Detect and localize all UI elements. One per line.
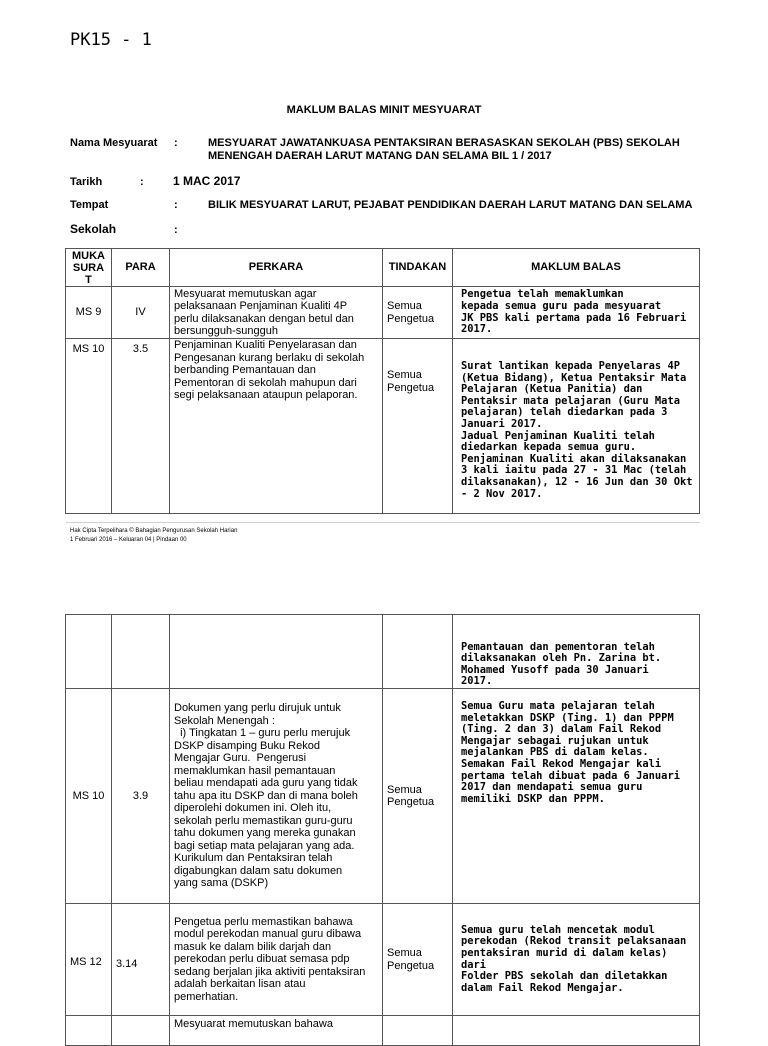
tempat-value: BILIK MESYUARAT LARUT, PEJABAT PENDIDIKAN DAERAH LARUT MATANG DAN SELAMA <box>208 199 693 211</box>
header-muka-surat: MUKA SURA T <box>66 249 112 287</box>
table-row <box>66 904 700 1016</box>
document-title: MAKLUM BALAS MINIT MESYUARAT <box>286 104 482 116</box>
maklum-balas-line: Pengetua telah memaklumkan <box>461 288 624 301</box>
minutes-table-page-1 <box>65 248 700 514</box>
tindakan-cell <box>383 904 453 1016</box>
footer <box>70 527 237 545</box>
perkara-line: Mesyuarat memutuskan bahawa <box>174 1018 333 1030</box>
muka-surat-cell: MS 10 <box>66 339 112 514</box>
perkara-line: perlu dilaksanakan dengan betul dan <box>174 312 354 325</box>
tarikh-colon: : <box>140 176 144 188</box>
maklum-balas-line: Pemantauan dan pementoran telah <box>461 640 655 653</box>
nama-mesyuarat-line1: MESYUARAT JAWATANKUASA PENTAKSIRAN BERASASKAN SEKOLAH (PBS) SEKOLAH <box>208 137 680 149</box>
sekolah-label: Sekolah <box>70 222 117 236</box>
maklum-balas-line: Semua Guru mata pelajaran telah <box>461 700 655 712</box>
perkara-line: segi pelaksanaan ataupun pelaporan. <box>174 389 358 401</box>
perkara-line: pelaksanaan Penjaminan Kualiti 4P <box>174 300 348 312</box>
maklum-balas-line: perekodan (Rekod transit pelaksanaan <box>461 935 687 948</box>
perkara-line: Dokumen yang perlu dirujuk untuk <box>174 702 341 715</box>
maklum-balas-line: Mengajar sebagai rujukan untuk <box>461 734 649 747</box>
tindakan-line: Pengetua <box>387 312 435 325</box>
header-tindakan: TINDAKAN <box>383 249 453 287</box>
muka-surat-cell <box>66 615 112 689</box>
para-cell: 3.9 <box>112 689 170 904</box>
perkara-cell <box>170 615 383 689</box>
maklum-balas-line: (Ketua Bidang), Ketua Pentaksir Mata <box>461 371 687 384</box>
tempat-colon: : <box>174 199 178 211</box>
maklum-balas-line: (Ting. 2 dan 3) dalam Fail Rekod <box>461 723 662 736</box>
maklum-balas-line: Penjaminan Kualiti akan dilaksanakan <box>461 452 687 465</box>
perkara-cell <box>170 339 383 514</box>
tindakan-cell <box>383 615 453 689</box>
perkara-line: Pengesanan kurang berlaku di sekolah <box>174 351 365 364</box>
tindakan-cell <box>383 339 453 514</box>
header-perkara: PERKARA <box>170 249 383 287</box>
perkara-line: Kurikulum dan Pentaksiran telah <box>174 852 333 865</box>
perkara-line: adalah berkaitan lisan atau <box>174 978 306 991</box>
nama-mesyuarat-line2: MENENGAH DAERAH LARUT MATANG DAN SELAMA BIL 1 / 2017 <box>208 150 552 162</box>
tarikh-value: 1 MAC 2017 <box>173 174 241 188</box>
perkara-line: DSKP disamping Buku Rekod <box>174 739 320 752</box>
nama-colon: : <box>174 137 178 149</box>
perkara-line: diperolehi dokumen ini. Oleh itu, <box>174 802 332 815</box>
perkara-line: bagi setiap mata pelajaran yang ada. <box>174 839 355 852</box>
header-para: PARA <box>112 249 170 287</box>
table-row <box>66 689 700 904</box>
perkara-line: Penjaminan Kualiti Penyelarasan dan <box>174 339 357 351</box>
footer-revision: 1 Februari 2016 – Keluaran 04 | Pindaan 00 <box>70 537 187 543</box>
tempat-label: Tempat <box>70 199 109 211</box>
table-header-row <box>66 249 700 287</box>
table-row <box>66 1016 700 1046</box>
perkara-line: perekodan perlu dibuat semasa pdp <box>174 953 350 966</box>
perkara-line: Pementoran di sekolah mahupun dari <box>174 376 357 389</box>
document-code: PK15 - 1 <box>70 30 152 50</box>
para-cell: IV <box>112 287 170 339</box>
maklum-balas-line: diedarkan kepada semua guru. <box>461 441 637 454</box>
maklum-balas-line: Pentaksir mata pelajaran (Guru Mata <box>461 394 680 407</box>
muka-surat-cell: MS 12 <box>66 904 112 1016</box>
maklum-balas-cell <box>453 339 700 514</box>
maklum-balas-line: dalam Fail Rekod Mengajar. <box>461 981 624 994</box>
maklum-balas-line: Surat lantikan kepada Penyelaras 4P <box>461 360 680 372</box>
tindakan-line: Semua <box>387 300 422 312</box>
perkara-line: digabungkan dalam satu dokumen <box>174 864 343 877</box>
perkara-line: memaklumkan hasil pemantauan <box>174 764 336 777</box>
perkara-line: sedang berjalan jika aktiviti pentaksiran <box>174 965 366 978</box>
perkara-line: tahu dokumen yang mereka gunakan <box>174 827 356 840</box>
maklum-balas-line: meletakkan DSKP (Ting. 1) dan PPPM <box>461 711 674 724</box>
maklum-balas-line: 2017 dan mendapati semua guru <box>461 781 643 794</box>
tindakan-line: Pengetua <box>387 381 435 394</box>
perkara-line: Sekolah Menengah : <box>174 714 275 727</box>
maklum-balas-line: Januari 2017. <box>461 417 543 430</box>
maklum-balas-line: JK PBS kali pertama pada 16 Februari <box>461 311 687 324</box>
sekolah-colon: : <box>174 224 178 236</box>
muka-surat-cell <box>66 1016 112 1046</box>
maklum-balas-cell <box>453 287 700 339</box>
minutes-table-page-2 <box>65 614 700 1046</box>
perkara-cell <box>170 904 383 1016</box>
tindakan-line: Pengetua <box>387 959 435 972</box>
tindakan-line: Semua <box>387 783 422 796</box>
muka-surat-cell: MS 10 <box>66 689 112 904</box>
perkara-line: yang sama (DSKP) <box>174 877 269 890</box>
nama-mesyuarat-label: Nama Mesyuarat <box>70 137 158 149</box>
tindakan-line: Semua <box>387 947 422 959</box>
maklum-balas-line: - 2 Nov 2017. <box>461 487 543 500</box>
para-cell: 3.14 <box>112 904 170 1016</box>
table-row <box>66 339 700 514</box>
tindakan-line: Semua <box>387 369 422 381</box>
table-row <box>66 615 700 689</box>
maklum-balas-cell <box>453 904 700 1016</box>
perkara-line: Mesyuarat memutuskan agar <box>174 287 317 300</box>
perkara-line: pemerhatian. <box>174 990 239 1003</box>
maklum-balas-line: 2017. <box>461 675 493 688</box>
para-cell <box>112 615 170 689</box>
maklum-balas-line: Folder PBS sekolah dan diletakkan <box>461 970 668 983</box>
header-maklum-balas: MAKLUM BALAS <box>453 249 700 287</box>
perkara-cell <box>170 1016 383 1046</box>
maklum-balas-line: kepada semua guru pada mesyuarat <box>461 299 662 312</box>
perkara-line: berbanding Pemantauan dan <box>174 364 316 376</box>
perkara-line: modul perekodan manual guru dibawa <box>174 928 362 941</box>
maklum-balas-line: mejalankan PBS di dalam kelas. <box>461 746 649 759</box>
maklum-balas-cell <box>453 615 700 689</box>
tindakan-line: Pengetua <box>387 796 435 808</box>
maklum-balas-line: pentaksiran murid di dalam kelas) dari <box>461 946 668 971</box>
perkara-line: sekolah perlu memastikan guru-guru <box>174 814 353 827</box>
tindakan-cell <box>383 689 453 904</box>
perkara-line: masuk ke dalam bilik darjah dan <box>174 940 332 953</box>
maklum-balas-line: 2017. <box>461 323 493 336</box>
maklum-balas-line: pelajaran) telah diedarkan pada 3 <box>461 406 668 419</box>
maklum-balas-line: Jadual Penjaminan Kualiti telah <box>461 429 655 442</box>
muka-surat-cell: MS 9 <box>66 287 112 339</box>
footer-divider <box>66 522 700 523</box>
maklum-balas-line: Semakan Fail Rekod Mengajar kali <box>461 757 662 770</box>
perkara-line: bersungguh-sungguh <box>174 325 278 337</box>
perkara-line: i) Tingkatan 1 – guru perlu merujuk <box>174 727 351 740</box>
maklum-balas-cell <box>453 1016 700 1046</box>
perkara-cell <box>170 287 383 339</box>
maklum-balas-line: pertama telah dibuat pada 6 Januari <box>461 769 680 782</box>
perkara-line: tahu apa itu DSKP dan di mana boleh <box>174 789 358 802</box>
footer-copyright: Hak Cipta Terpelihara © Bahagian Pengurusan Sekolah Harian <box>70 528 238 534</box>
maklum-balas-line: Pelajaran (Ketua Panitia) dan <box>461 383 643 396</box>
maklum-balas-line: dilaksanakan oleh Pn. Zarina bt. <box>461 652 662 665</box>
maklum-balas-line: dilaksanakan), 12 - 16 Jun dan 30 Okt <box>461 475 693 488</box>
maklum-balas-line: 3 kali iaitu pada 27 - 31 Mac (telah <box>461 464 687 477</box>
maklum-balas-line: Semua guru telah mencetak modul <box>461 923 655 936</box>
tindakan-cell <box>383 287 453 339</box>
perkara-line: beliau mendapati ada guru yang tidak <box>174 777 358 790</box>
maklum-balas-cell <box>453 689 700 904</box>
perkara-cell <box>170 689 383 904</box>
tarikh-label: Tarikh <box>70 176 103 188</box>
para-cell <box>112 1016 170 1046</box>
perkara-line: Pengetua perlu memastikan bahawa <box>174 915 353 928</box>
maklum-balas-line: Mohamed Yusoff pada 30 Januari <box>461 663 649 676</box>
perkara-line: Mengajar Guru. Pengerusi <box>174 752 307 765</box>
maklum-balas-line: memiliki DSKP dan PPPM. <box>461 792 605 805</box>
tindakan-cell <box>383 1016 453 1046</box>
table-row <box>66 287 700 339</box>
para-cell: 3.5 <box>112 339 170 514</box>
